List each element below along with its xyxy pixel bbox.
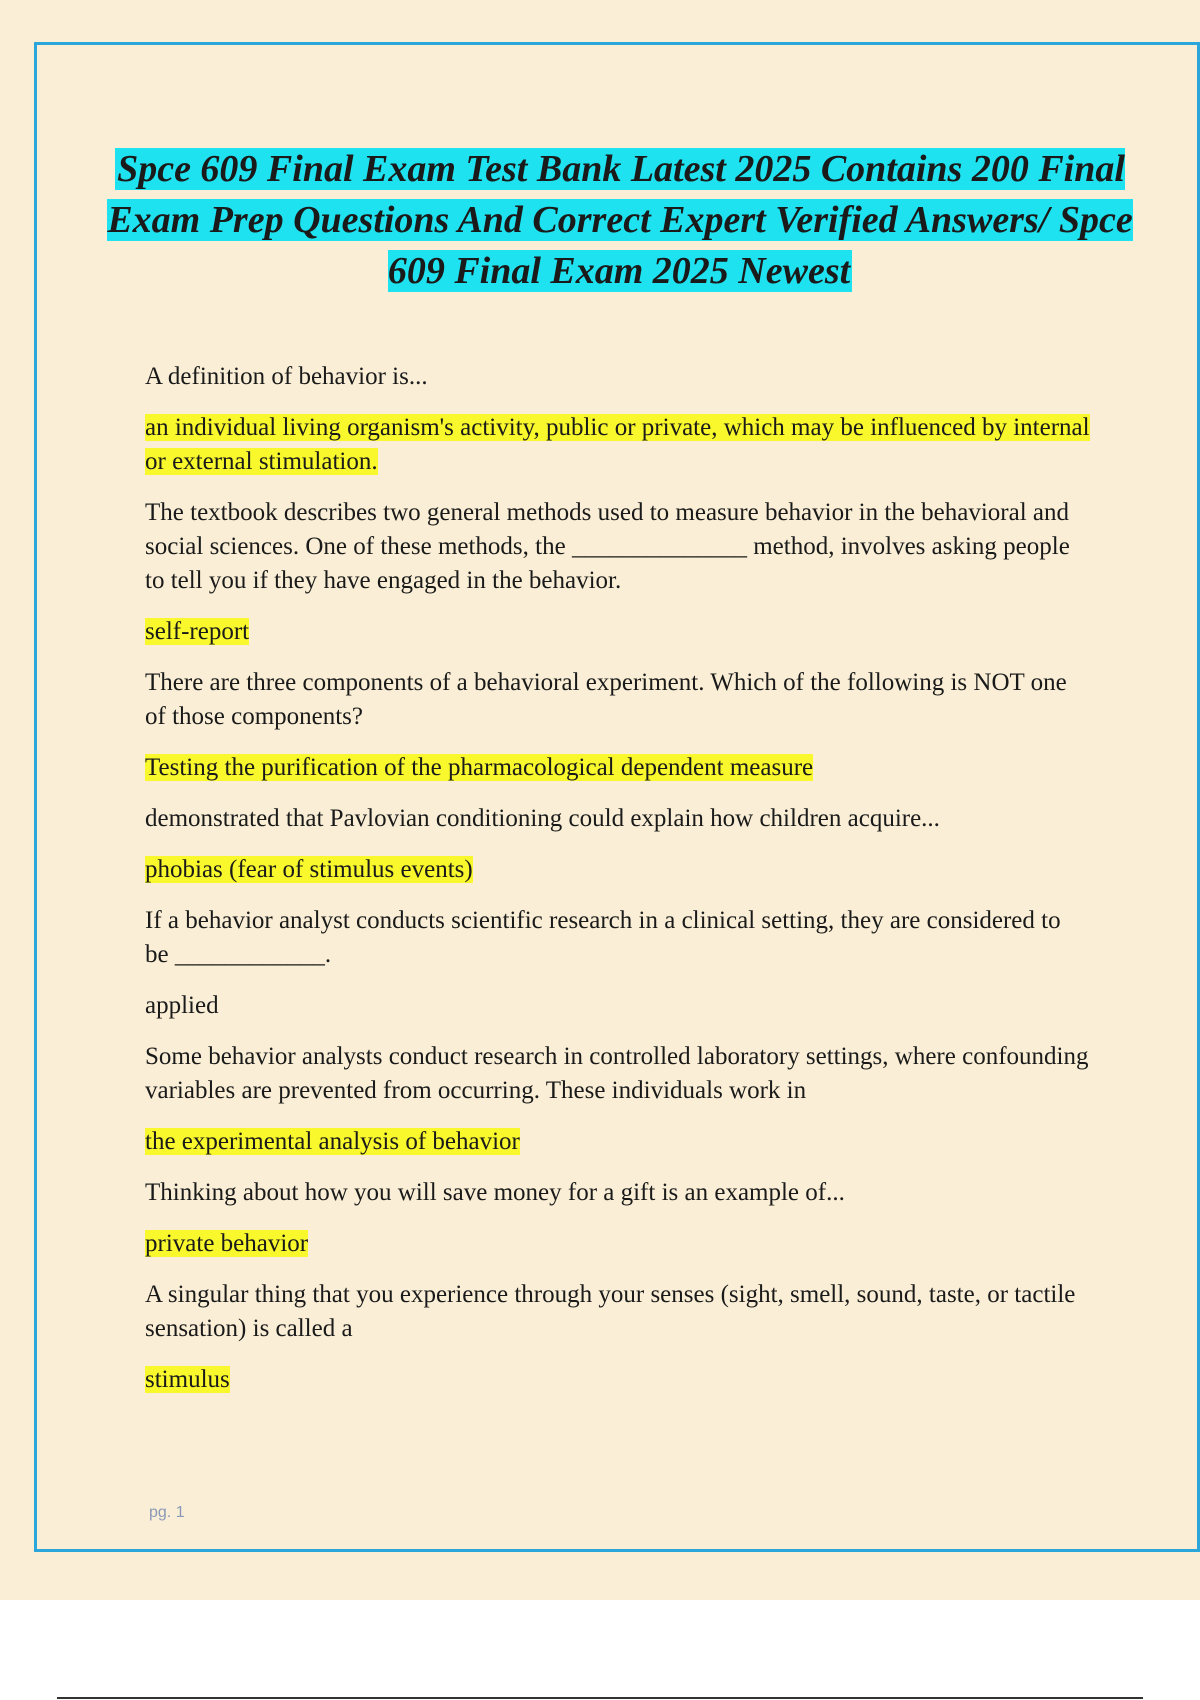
answer-8-text: stimulus — [145, 1366, 230, 1393]
bottom-divider — [57, 1697, 1143, 1699]
answer-1 — [145, 411, 1090, 479]
document-title — [100, 144, 1140, 297]
answer-5 — [145, 989, 1090, 1023]
question-6: Some behavior analysts conduct research in controlled laboratory settings, where confounding variables are prevented from occurring. These individuals work in — [145, 1043, 1089, 1104]
answer-2 — [145, 615, 1090, 649]
question-7: Thinking about how you will save money for a gift is an example of... — [145, 1179, 845, 1206]
answer-1-text: an individual living organism's activity, public or private, which may be influenced by internal or external stimulation. — [145, 414, 1090, 475]
qa-list — [145, 360, 1090, 1414]
answer-6-text: the experimental analysis of behavior — [145, 1128, 520, 1155]
question-2: The textbook describes two general methods used to measure behavior in the behavioral and social sciences. One of these methods, the ______________ method, involves asking people to tell you if they have engaged in the behavior. — [145, 499, 1070, 594]
answer-5-text: applied — [145, 992, 219, 1019]
answer-6 — [145, 1125, 1090, 1159]
answer-4 — [145, 853, 1090, 887]
question-5: If a behavior analyst conducts scientific research in a clinical setting, they are considered to be ____________. — [145, 907, 1061, 968]
question-8: A singular thing that you experience through your senses (sight, smell, sound, taste, or tactile sensation) is called a — [145, 1281, 1076, 1342]
question-3: There are three components of a behavioral experiment. Which of the following is NOT one of those components? — [145, 669, 1067, 730]
answer-3-text: Testing the purification of the pharmacological dependent measure — [145, 754, 814, 781]
page-number: pg. 1 — [149, 1504, 185, 1521]
answer-7-text: private behavior — [145, 1230, 309, 1257]
document-title-text: Spce 609 Final Exam Test Bank Latest 2025 Contains 200 Final Exam Prep Questions And Correct Expert Verified Answers/ Spce 609 Final Exam 2025 Newest — [107, 148, 1133, 292]
answer-4-text: phobias (fear of stimulus events) — [145, 856, 473, 883]
question-1: A definition of behavior is... — [145, 363, 428, 390]
answer-7 — [145, 1227, 1090, 1261]
answer-8 — [145, 1363, 1090, 1397]
answer-3 — [145, 751, 1090, 785]
answer-2-text: self-report — [145, 618, 250, 645]
question-4: demonstrated that Pavlovian conditioning could explain how children acquire... — [145, 805, 940, 832]
